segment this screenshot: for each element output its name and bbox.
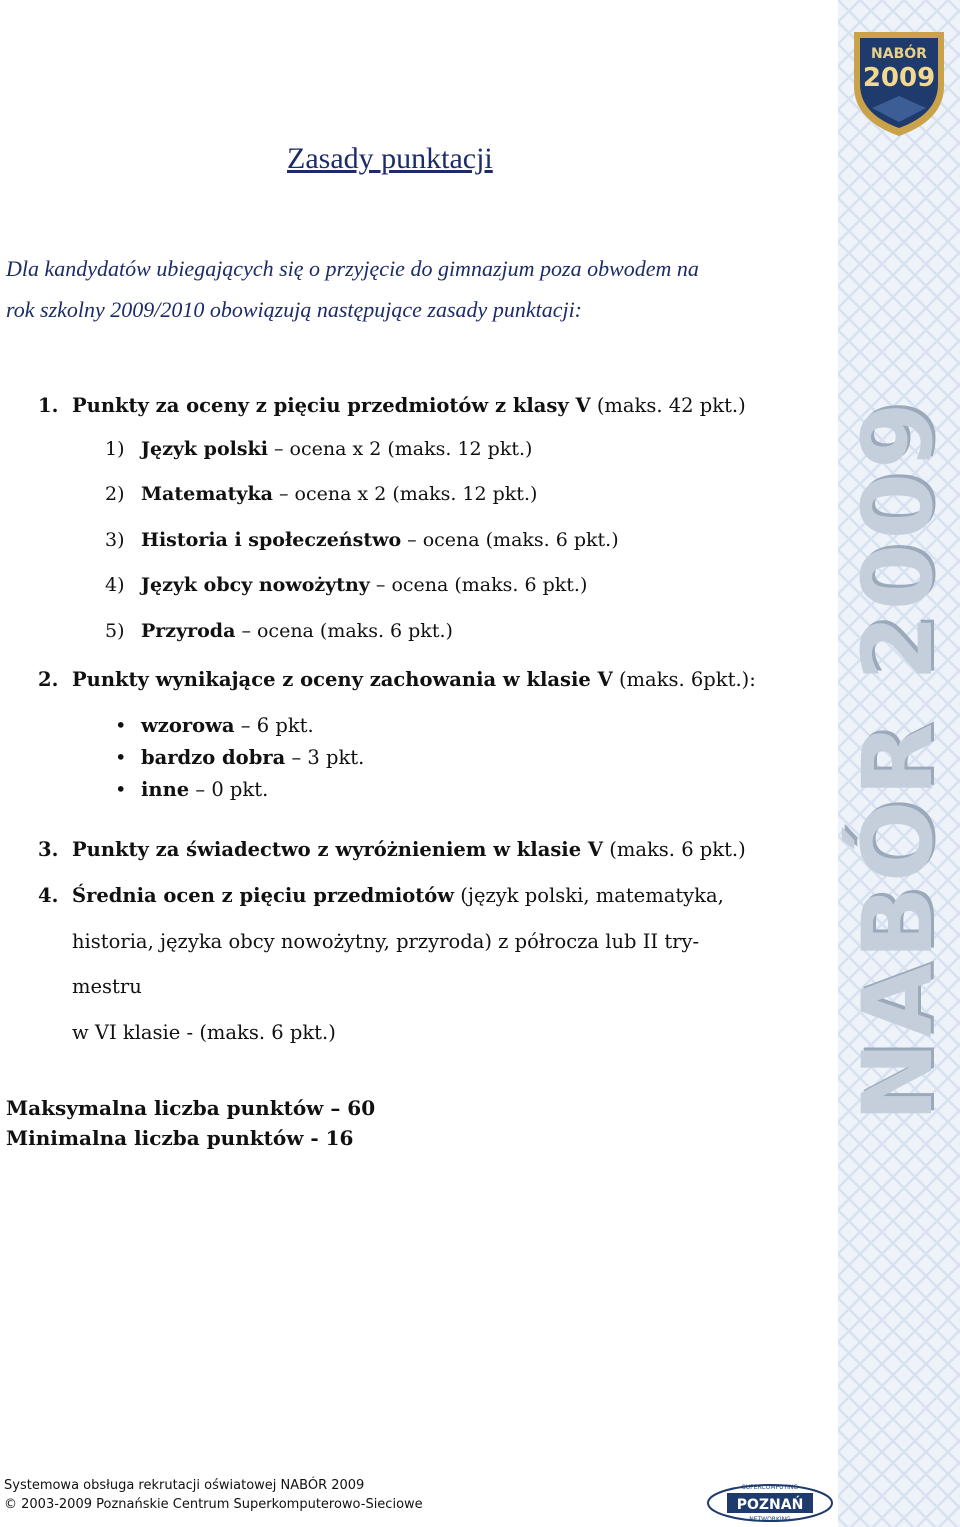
nabor-badge-logo — [844, 24, 954, 140]
bullet-icon: • — [115, 778, 127, 801]
list-item-subject: Matematyka — [141, 483, 273, 505]
section-1-title: Punkty za oceny z pięciu przedmiotów z klasy V — [72, 394, 591, 417]
list-item — [105, 574, 587, 596]
section-3-heading — [38, 838, 746, 861]
grade-points: – 3 pkt. — [291, 746, 365, 769]
list-item — [105, 620, 453, 642]
list-item-index: 2) — [105, 483, 125, 505]
section-1-number: 1. — [38, 394, 59, 417]
list-item-subject: Język obcy nowożytny — [141, 574, 370, 596]
list-item-subject: Język polski — [141, 438, 268, 460]
grade-label: wzorowa — [141, 714, 235, 737]
section-4-line-3: mestru — [72, 975, 142, 998]
bullet-icon: • — [115, 746, 127, 769]
poznan-logo — [705, 1478, 835, 1524]
badge-top-text: NABÓR — [871, 46, 927, 62]
list-item-rule: – ocena (maks. 6 pkt.) — [375, 574, 588, 596]
badge-year-text: 2009 — [862, 63, 936, 93]
page-title: Zasady punktacji — [287, 142, 493, 175]
list-item-index: 5) — [105, 620, 125, 642]
list-item-index: 3) — [105, 529, 125, 551]
section-3-title: Punkty za świadectwo z wyróżnieniem w klasie V — [72, 838, 604, 861]
section-4-line-2: historia, języka obcy nowożytny, przyroda) z półrocza lub II try- — [72, 930, 700, 953]
list-item-rule: – ocena (maks. 6 pkt.) — [407, 529, 619, 551]
list-item-subject: Historia i społeczeństwo — [141, 529, 402, 551]
section-3-max: (maks. 6 pkt.) — [609, 838, 746, 861]
section-3-number: 3. — [38, 838, 59, 861]
section-4-number: 4. — [38, 884, 59, 907]
section-4-rest: (język polski, matematyka, — [460, 884, 724, 907]
grade-points: – 0 pkt. — [195, 778, 269, 801]
poznan-logo-bottom: NETWORKING — [749, 1516, 791, 1523]
list-item-rule: – ocena x 2 (maks. 12 pkt.) — [278, 483, 538, 505]
list-item-rule: – ocena x 2 (maks. 12 pkt.) — [274, 438, 533, 460]
max-points-summary: Maksymalna liczba punktów – 60 — [6, 1096, 376, 1120]
list-item-rule: – ocena (maks. 6 pkt.) — [241, 620, 453, 642]
list-item-index: 1) — [105, 438, 125, 460]
poznan-logo-text: POZNAŃ — [736, 1497, 804, 1513]
section-4-heading — [38, 884, 724, 907]
section-1-heading — [38, 394, 746, 417]
section-4-line-4: w VI klasie - (maks. 6 pkt.) — [72, 1021, 336, 1044]
section-2-heading — [38, 668, 756, 691]
list-item-index: 4) — [105, 574, 125, 596]
grade-label: bardzo dobra — [141, 746, 286, 769]
vertical-brand-label: NABÓR 2009 — [842, 398, 954, 1122]
list-item — [115, 778, 268, 801]
poznan-logo-top: SUPERCOMPUTING — [741, 1484, 799, 1491]
grade-points: – 6 pkt. — [240, 714, 314, 737]
intro-line-2: rok szkolny 2009/2010 obowiązują następujące zasady punktacji: — [6, 297, 583, 322]
list-item — [105, 438, 532, 460]
list-item — [115, 714, 314, 737]
grade-label: inne — [141, 778, 190, 801]
intro-line-1: Dla kandydatów ubiegających się o przyjęcie do gimnazjum poza obwodem na — [6, 256, 699, 281]
list-item — [115, 746, 364, 769]
list-item — [105, 529, 619, 551]
list-item-subject: Przyroda — [141, 620, 236, 642]
section-2-title: Punkty wynikające z oceny zachowania w klasie V — [72, 668, 613, 691]
section-1-max: (maks. 42 pkt.) — [596, 394, 746, 417]
section-4-title: Średnia ocen z pięciu przedmiotów — [72, 884, 455, 907]
section-2-max: (maks. 6pkt.): — [618, 668, 756, 691]
section-2-number: 2. — [38, 668, 59, 691]
list-item — [105, 483, 537, 505]
min-points-summary: Minimalna liczba punktów - 16 — [6, 1126, 354, 1150]
footer-copyright: © 2003-2009 Poznańskie Centrum Superkomputerowo-Sieciowe — [4, 1497, 423, 1512]
footer-system-name: Systemowa obsługa rekrutacji oświatowej NABÓR 2009 — [4, 1478, 365, 1493]
bullet-icon: • — [115, 714, 127, 737]
